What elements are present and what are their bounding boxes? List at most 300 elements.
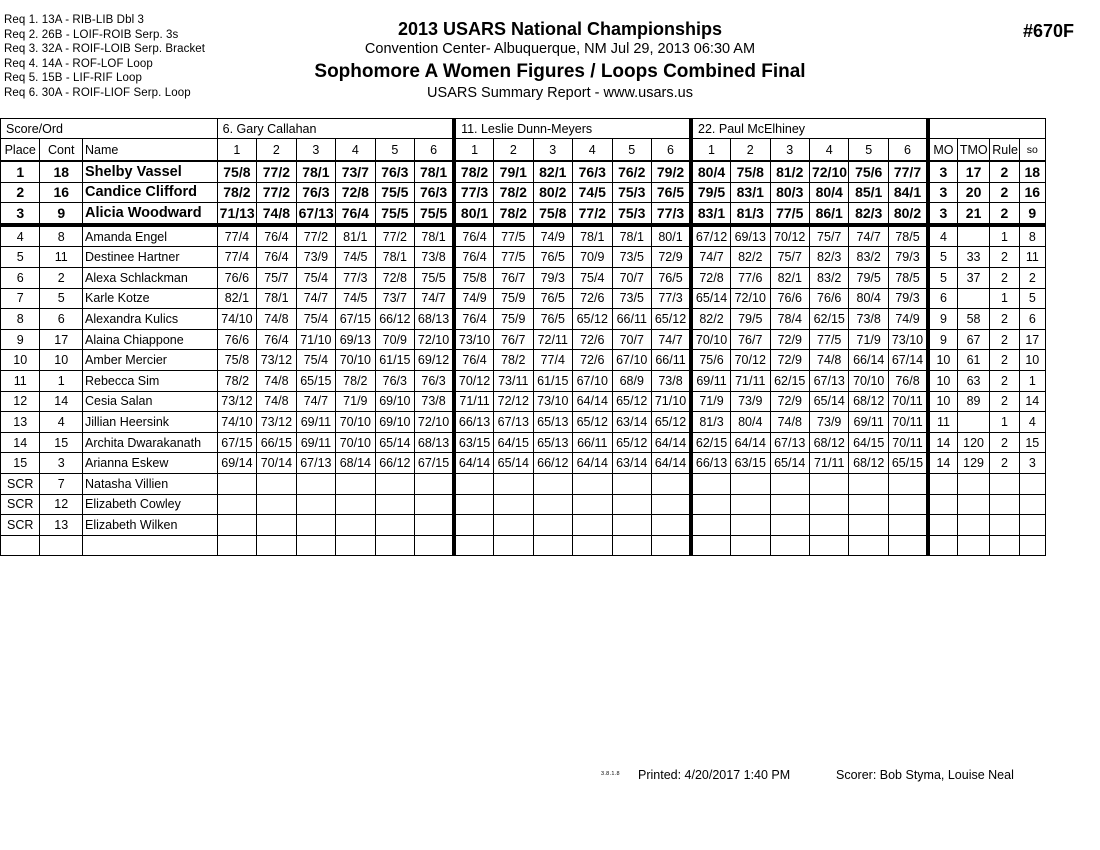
cell-judge2-pass6 bbox=[651, 515, 691, 536]
cell-judge1-pass6: 68/13 bbox=[415, 432, 454, 453]
col-header-judge2-pass6: 6 bbox=[651, 139, 691, 162]
cell-judge1-pass6: 73/8 bbox=[415, 391, 454, 412]
cell-judge2-pass5: 73/5 bbox=[612, 288, 651, 309]
cell-judge1-pass2: 77/2 bbox=[257, 161, 296, 182]
cell-judge2-pass5: 75/3 bbox=[612, 182, 651, 203]
cell-cont: 16 bbox=[40, 182, 83, 203]
cell-judge1-pass6 bbox=[415, 494, 454, 515]
cell-judge3-pass2: 81/3 bbox=[731, 203, 770, 225]
cell-rule bbox=[990, 494, 1019, 515]
cell-judge1-pass5: 75/5 bbox=[375, 182, 414, 203]
cell-judge3-pass1: 67/12 bbox=[691, 225, 730, 247]
cell-judge1-pass6: 67/15 bbox=[415, 453, 454, 474]
cell-judge2-pass3: 72/11 bbox=[533, 329, 572, 350]
cell-judge2-pass4 bbox=[573, 515, 612, 536]
filler-cell bbox=[888, 535, 928, 556]
cell-judge3-pass6: 79/3 bbox=[888, 288, 928, 309]
cell-judge3-pass1: 81/3 bbox=[691, 412, 730, 433]
cell-judge2-pass1: 76/4 bbox=[454, 309, 493, 330]
table-row[interactable] bbox=[1, 432, 1046, 453]
cell-judge3-pass4: 72/10 bbox=[809, 161, 848, 182]
cell-judge1-pass2: 76/4 bbox=[257, 329, 296, 350]
cell-name: Elizabeth Cowley bbox=[83, 494, 218, 515]
cell-rule: 2 bbox=[990, 329, 1019, 350]
cell-judge3-pass6: 70/11 bbox=[888, 412, 928, 433]
col-header-mo: MO bbox=[928, 139, 957, 162]
cell-judge2-pass5: 66/11 bbox=[612, 309, 651, 330]
table-row[interactable] bbox=[1, 391, 1046, 412]
cell-judge1-pass4: 70/10 bbox=[336, 432, 375, 453]
cell-judge1-pass1: 76/6 bbox=[217, 267, 256, 288]
cell-judge2-pass3: 66/12 bbox=[533, 453, 572, 474]
cell-judge3-pass3: 74/8 bbox=[770, 412, 809, 433]
cell-judge1-pass5 bbox=[375, 515, 414, 536]
cell-judge2-pass2: 77/5 bbox=[494, 247, 533, 268]
table-row[interactable] bbox=[1, 515, 1046, 536]
cell-judge3-pass5: 66/14 bbox=[849, 350, 888, 371]
cell-mo: 10 bbox=[928, 370, 957, 391]
cell-judge3-pass1: 62/15 bbox=[691, 432, 730, 453]
cell-judge3-pass6 bbox=[888, 473, 928, 494]
filler-cell bbox=[731, 535, 770, 556]
filler-cell bbox=[217, 535, 256, 556]
cell-judge1-pass4: 74/5 bbox=[336, 247, 375, 268]
judge-header-2: 11. Leslie Dunn-Meyers bbox=[454, 119, 691, 139]
cell-judge2-pass3: 80/2 bbox=[533, 182, 572, 203]
cell-cont: 9 bbox=[40, 203, 83, 225]
cell-judge2-pass4: 72/6 bbox=[573, 288, 612, 309]
cell-name: Amanda Engel bbox=[83, 225, 218, 247]
results-table bbox=[0, 118, 1046, 556]
table-row[interactable] bbox=[1, 182, 1046, 203]
cell-judge1-pass4: 76/4 bbox=[336, 203, 375, 225]
cell-judge1-pass3: 75/4 bbox=[296, 350, 335, 371]
cell-judge1-pass1: 75/8 bbox=[217, 350, 256, 371]
cell-judge1-pass2: 76/4 bbox=[257, 247, 296, 268]
cell-judge3-pass3: 67/13 bbox=[770, 432, 809, 453]
scorer-credits: Scorer: Bob Styma, Louise Neal bbox=[836, 768, 1014, 782]
cell-name: Natasha Villien bbox=[83, 473, 218, 494]
cell-judge1-pass5: 70/9 bbox=[375, 329, 414, 350]
cell-tmo: 17 bbox=[957, 161, 989, 182]
cell-judge2-pass5: 67/10 bbox=[612, 350, 651, 371]
filler-cell bbox=[651, 535, 691, 556]
cell-judge1-pass1: 73/12 bbox=[217, 391, 256, 412]
cell-cont: 5 bbox=[40, 288, 83, 309]
cell-judge1-pass5: 76/3 bbox=[375, 161, 414, 182]
cell-cont: 7 bbox=[40, 473, 83, 494]
cell-mo: 9 bbox=[928, 329, 957, 350]
cell-judge3-pass6: 77/7 bbox=[888, 161, 928, 182]
col-header-judge2-pass2: 2 bbox=[494, 139, 533, 162]
cell-judge3-pass3: 65/14 bbox=[770, 453, 809, 474]
table-row[interactable] bbox=[1, 309, 1046, 330]
cell-judge1-pass5: 72/8 bbox=[375, 267, 414, 288]
cell-mo bbox=[928, 473, 957, 494]
cell-name: Archita Dwarakanath bbox=[83, 432, 218, 453]
cell-so bbox=[1019, 515, 1045, 536]
cell-so: 3 bbox=[1019, 453, 1045, 474]
cell-judge1-pass6: 76/3 bbox=[415, 370, 454, 391]
cell-judge2-pass3: 73/10 bbox=[533, 391, 572, 412]
col-header-judge3-pass6: 6 bbox=[888, 139, 928, 162]
cell-judge3-pass3: 62/15 bbox=[770, 370, 809, 391]
cell-mo: 10 bbox=[928, 350, 957, 371]
table-row[interactable] bbox=[1, 350, 1046, 371]
cell-judge1-pass2: 74/8 bbox=[257, 391, 296, 412]
cell-judge2-pass4: 66/11 bbox=[573, 432, 612, 453]
cell-judge3-pass2: 77/6 bbox=[731, 267, 770, 288]
col-header-judge1-pass5: 5 bbox=[375, 139, 414, 162]
cell-judge3-pass1: 79/5 bbox=[691, 182, 730, 203]
table-row[interactable] bbox=[1, 412, 1046, 433]
event-title: Sophomore A Women Figures / Loops Combined Final bbox=[314, 61, 806, 82]
cell-judge3-pass5: 80/4 bbox=[849, 288, 888, 309]
cell-place: 10 bbox=[1, 350, 40, 371]
cell-judge3-pass1: 71/9 bbox=[691, 391, 730, 412]
cell-judge2-pass6: 72/9 bbox=[651, 247, 691, 268]
cell-judge3-pass6: 74/9 bbox=[888, 309, 928, 330]
cell-judge2-pass5: 76/2 bbox=[612, 161, 651, 182]
filler-cell bbox=[494, 535, 533, 556]
cell-judge1-pass1: 78/2 bbox=[217, 182, 256, 203]
cell-judge1-pass1: 71/13 bbox=[217, 203, 256, 225]
filler-cell bbox=[296, 535, 335, 556]
cell-judge3-pass5: 68/12 bbox=[849, 391, 888, 412]
cell-name: Shelby Vassel bbox=[83, 161, 218, 182]
cell-mo bbox=[928, 494, 957, 515]
cell-judge2-pass2: 77/5 bbox=[494, 225, 533, 247]
cell-judge2-pass2: 78/2 bbox=[494, 350, 533, 371]
requirements-list bbox=[4, 13, 205, 101]
cell-judge3-pass2: 79/5 bbox=[731, 309, 770, 330]
cell-judge3-pass5: 83/2 bbox=[849, 247, 888, 268]
requirement-item: Req 4. 14A - ROF-LOF Loop bbox=[4, 57, 153, 70]
cell-judge1-pass3: 69/11 bbox=[296, 412, 335, 433]
cell-judge2-pass2: 72/12 bbox=[494, 391, 533, 412]
cell-judge2-pass5: 73/5 bbox=[612, 247, 651, 268]
col-header-judge2-pass5: 5 bbox=[612, 139, 651, 162]
cell-place: 12 bbox=[1, 391, 40, 412]
cell-place: 1 bbox=[1, 161, 40, 182]
cell-name: Candice Clifford bbox=[83, 182, 218, 203]
cell-judge2-pass5: 78/1 bbox=[612, 225, 651, 247]
cell-judge3-pass2: 76/7 bbox=[731, 329, 770, 350]
filler-cell bbox=[1, 535, 40, 556]
cell-judge1-pass6 bbox=[415, 473, 454, 494]
col-header-judge3-pass3: 3 bbox=[770, 139, 809, 162]
cell-judge3-pass5: 79/5 bbox=[849, 267, 888, 288]
cell-cont: 14 bbox=[40, 391, 83, 412]
cell-rule: 1 bbox=[990, 412, 1019, 433]
cell-judge2-pass2 bbox=[494, 515, 533, 536]
cell-judge2-pass1: 64/14 bbox=[454, 453, 493, 474]
cell-judge1-pass4: 78/2 bbox=[336, 370, 375, 391]
cell-so: 6 bbox=[1019, 309, 1045, 330]
cell-judge2-pass3: 65/13 bbox=[533, 412, 572, 433]
cell-judge1-pass2: 73/12 bbox=[257, 350, 296, 371]
cell-judge1-pass6: 76/3 bbox=[415, 182, 454, 203]
cell-rule: 2 bbox=[990, 267, 1019, 288]
cell-cont: 17 bbox=[40, 329, 83, 350]
cell-judge2-pass5 bbox=[612, 494, 651, 515]
cell-mo: 14 bbox=[928, 432, 957, 453]
cell-cont: 6 bbox=[40, 309, 83, 330]
cell-judge3-pass3: 75/7 bbox=[770, 247, 809, 268]
col-header-rule: Rule bbox=[990, 139, 1019, 162]
table-row[interactable] bbox=[1, 247, 1046, 268]
cell-place: 4 bbox=[1, 225, 40, 247]
cell-judge3-pass4: 73/9 bbox=[809, 412, 848, 433]
cell-rule: 2 bbox=[990, 350, 1019, 371]
cell-judge3-pass3: 77/5 bbox=[770, 203, 809, 225]
cell-judge3-pass6: 84/1 bbox=[888, 182, 928, 203]
cell-place: 13 bbox=[1, 412, 40, 433]
cell-mo: 11 bbox=[928, 412, 957, 433]
filler-cell bbox=[990, 535, 1019, 556]
cell-judge3-pass6: 80/2 bbox=[888, 203, 928, 225]
cell-judge3-pass3: 81/2 bbox=[770, 161, 809, 182]
cell-judge1-pass6: 68/13 bbox=[415, 309, 454, 330]
cell-tmo bbox=[957, 515, 989, 536]
cell-judge2-pass3: 75/8 bbox=[533, 203, 572, 225]
filler-cell bbox=[533, 535, 572, 556]
cell-judge1-pass6: 69/12 bbox=[415, 350, 454, 371]
cell-judge2-pass6 bbox=[651, 494, 691, 515]
cell-judge3-pass6: 78/5 bbox=[888, 225, 928, 247]
cell-judge3-pass1: 66/13 bbox=[691, 453, 730, 474]
cell-judge2-pass1: 71/11 bbox=[454, 391, 493, 412]
cell-tmo: 58 bbox=[957, 309, 989, 330]
table-row[interactable] bbox=[1, 453, 1046, 474]
cell-judge1-pass3: 67/13 bbox=[296, 453, 335, 474]
judge-band-row bbox=[1, 119, 1046, 139]
col-header-judge1-pass3: 3 bbox=[296, 139, 335, 162]
cell-place: 3 bbox=[1, 203, 40, 225]
cell-judge3-pass3: 70/12 bbox=[770, 225, 809, 247]
cell-judge2-pass4: 74/5 bbox=[573, 182, 612, 203]
cell-judge3-pass2: 73/9 bbox=[731, 391, 770, 412]
cell-judge3-pass1: 75/6 bbox=[691, 350, 730, 371]
cell-so: 17 bbox=[1019, 329, 1045, 350]
filler-cell bbox=[375, 535, 414, 556]
cell-rule bbox=[990, 473, 1019, 494]
cell-tmo bbox=[957, 412, 989, 433]
cell-judge2-pass4: 64/14 bbox=[573, 453, 612, 474]
cell-judge1-pass1: 74/10 bbox=[217, 309, 256, 330]
cell-place: 9 bbox=[1, 329, 40, 350]
cell-judge2-pass1 bbox=[454, 515, 493, 536]
title-block bbox=[250, 18, 870, 103]
cell-cont: 10 bbox=[40, 350, 83, 371]
cell-judge2-pass1: 76/4 bbox=[454, 247, 493, 268]
cell-judge2-pass2: 65/14 bbox=[494, 453, 533, 474]
filler-cell bbox=[454, 535, 493, 556]
cell-judge1-pass5: 75/5 bbox=[375, 203, 414, 225]
cell-judge2-pass6: 79/2 bbox=[651, 161, 691, 182]
cell-judge2-pass6: 77/3 bbox=[651, 203, 691, 225]
cell-judge3-pass1 bbox=[691, 515, 730, 536]
cell-name: Arianna Eskew bbox=[83, 453, 218, 474]
cell-judge3-pass1: 83/1 bbox=[691, 203, 730, 225]
cell-judge3-pass4: 77/5 bbox=[809, 329, 848, 350]
cell-judge1-pass3 bbox=[296, 515, 335, 536]
cell-so: 10 bbox=[1019, 350, 1045, 371]
cell-judge1-pass1 bbox=[217, 515, 256, 536]
cell-tmo: 120 bbox=[957, 432, 989, 453]
cell-judge1-pass1 bbox=[217, 494, 256, 515]
cell-judge1-pass4: 72/8 bbox=[336, 182, 375, 203]
cell-judge2-pass1: 73/10 bbox=[454, 329, 493, 350]
cell-tmo: 20 bbox=[957, 182, 989, 203]
cell-judge1-pass3: 74/7 bbox=[296, 391, 335, 412]
table-row[interactable] bbox=[1, 494, 1046, 515]
filler-cell bbox=[612, 535, 651, 556]
cell-judge2-pass6: 65/12 bbox=[651, 412, 691, 433]
cell-judge1-pass2: 75/7 bbox=[257, 267, 296, 288]
cell-judge3-pass2 bbox=[731, 515, 770, 536]
cell-judge3-pass1: 65/14 bbox=[691, 288, 730, 309]
cell-cont: 18 bbox=[40, 161, 83, 182]
cell-so: 15 bbox=[1019, 432, 1045, 453]
cell-judge1-pass2: 70/14 bbox=[257, 453, 296, 474]
cell-name: Alexandra Kulics bbox=[83, 309, 218, 330]
cell-cont: 3 bbox=[40, 453, 83, 474]
cell-judge1-pass1: 76/6 bbox=[217, 329, 256, 350]
cell-judge1-pass4 bbox=[336, 494, 375, 515]
cell-judge1-pass4: 67/15 bbox=[336, 309, 375, 330]
table-row[interactable] bbox=[1, 288, 1046, 309]
cell-judge1-pass6: 75/5 bbox=[415, 203, 454, 225]
table-row[interactable] bbox=[1, 473, 1046, 494]
col-header-judge2-pass4: 4 bbox=[573, 139, 612, 162]
cell-judge1-pass5: 73/7 bbox=[375, 288, 414, 309]
cell-judge1-pass3: 69/11 bbox=[296, 432, 335, 453]
cell-judge2-pass2: 78/2 bbox=[494, 182, 533, 203]
col-header-judge2-pass3: 3 bbox=[533, 139, 572, 162]
cell-so: 14 bbox=[1019, 391, 1045, 412]
cell-rule: 1 bbox=[990, 225, 1019, 247]
cell-judge2-pass4: 65/12 bbox=[573, 309, 612, 330]
printed-timestamp: Printed: 4/20/2017 1:40 PM bbox=[638, 768, 791, 782]
cell-tmo: 21 bbox=[957, 203, 989, 225]
cell-judge1-pass6: 75/5 bbox=[415, 267, 454, 288]
cell-judge2-pass1: 63/15 bbox=[454, 432, 493, 453]
cell-judge2-pass1: 70/12 bbox=[454, 370, 493, 391]
cell-judge1-pass1: 82/1 bbox=[217, 288, 256, 309]
cell-judge3-pass1: 82/2 bbox=[691, 309, 730, 330]
cell-judge3-pass4: 76/6 bbox=[809, 288, 848, 309]
cell-judge2-pass6: 65/12 bbox=[651, 309, 691, 330]
cell-judge3-pass3 bbox=[770, 494, 809, 515]
cell-judge1-pass4 bbox=[336, 473, 375, 494]
cell-judge2-pass6: 76/5 bbox=[651, 182, 691, 203]
cell-mo: 5 bbox=[928, 247, 957, 268]
cell-judge3-pass1: 74/7 bbox=[691, 247, 730, 268]
cell-judge2-pass3: 74/9 bbox=[533, 225, 572, 247]
cell-place: 7 bbox=[1, 288, 40, 309]
filler-cell bbox=[40, 535, 83, 556]
cell-judge2-pass1: 75/8 bbox=[454, 267, 493, 288]
table-row[interactable] bbox=[1, 370, 1046, 391]
table-filler-row bbox=[1, 535, 1046, 556]
cell-judge3-pass6 bbox=[888, 494, 928, 515]
cell-judge3-pass2: 72/10 bbox=[731, 288, 770, 309]
cell-place: 5 bbox=[1, 247, 40, 268]
col-header-judge1-pass6: 6 bbox=[415, 139, 454, 162]
cell-judge3-pass2: 82/2 bbox=[731, 247, 770, 268]
filler-cell bbox=[849, 535, 888, 556]
requirement-item: Req 1. 13A - RIB-LIB Dbl 3 bbox=[4, 14, 145, 26]
cell-judge2-pass3 bbox=[533, 494, 572, 515]
cell-judge3-pass2: 64/14 bbox=[731, 432, 770, 453]
cell-rule: 2 bbox=[990, 161, 1019, 182]
cell-judge3-pass5: 85/1 bbox=[849, 182, 888, 203]
cell-tmo: 129 bbox=[957, 453, 989, 474]
table-row[interactable] bbox=[1, 329, 1046, 350]
cell-judge3-pass2: 80/4 bbox=[731, 412, 770, 433]
cell-judge3-pass3: 78/4 bbox=[770, 309, 809, 330]
cell-rule: 1 bbox=[990, 288, 1019, 309]
cell-judge3-pass4: 68/12 bbox=[809, 432, 848, 453]
cell-judge2-pass4: 76/3 bbox=[573, 161, 612, 182]
cell-name: Alexa Schlackman bbox=[83, 267, 218, 288]
cell-name: Alaina Chiappone bbox=[83, 329, 218, 350]
cell-judge2-pass1 bbox=[454, 494, 493, 515]
cell-judge1-pass6 bbox=[415, 515, 454, 536]
cell-judge3-pass2: 70/12 bbox=[731, 350, 770, 371]
cell-judge3-pass4: 82/3 bbox=[809, 247, 848, 268]
cell-so: 4 bbox=[1019, 412, 1045, 433]
filler-cell bbox=[573, 535, 612, 556]
cell-judge1-pass5: 66/12 bbox=[375, 453, 414, 474]
cell-judge1-pass3: 74/7 bbox=[296, 288, 335, 309]
cell-rule: 2 bbox=[990, 203, 1019, 225]
cell-cont: 8 bbox=[40, 225, 83, 247]
cell-judge3-pass5 bbox=[849, 494, 888, 515]
cell-judge1-pass3: 77/2 bbox=[296, 225, 335, 247]
cell-judge2-pass2: 75/9 bbox=[494, 309, 533, 330]
cell-judge3-pass6 bbox=[888, 515, 928, 536]
col-header-place: Place bbox=[1, 139, 40, 162]
cell-rule: 2 bbox=[990, 453, 1019, 474]
cell-tmo: 67 bbox=[957, 329, 989, 350]
cell-judge3-pass5: 82/3 bbox=[849, 203, 888, 225]
table-row[interactable] bbox=[1, 225, 1046, 247]
cell-name: Destinee Hartner bbox=[83, 247, 218, 268]
cell-mo: 5 bbox=[928, 267, 957, 288]
cell-judge1-pass5: 69/10 bbox=[375, 412, 414, 433]
col-header-judge3-pass2: 2 bbox=[731, 139, 770, 162]
table-row[interactable] bbox=[1, 267, 1046, 288]
cell-place: SCR bbox=[1, 473, 40, 494]
cell-judge1-pass1: 67/15 bbox=[217, 432, 256, 453]
cell-mo: 9 bbox=[928, 309, 957, 330]
cell-cont: 11 bbox=[40, 247, 83, 268]
cell-judge1-pass3: 67/13 bbox=[296, 203, 335, 225]
cell-judge2-pass4: 72/6 bbox=[573, 329, 612, 350]
cell-judge1-pass2: 74/8 bbox=[257, 203, 296, 225]
filler-cell bbox=[83, 535, 218, 556]
cell-judge1-pass4: 73/7 bbox=[336, 161, 375, 182]
table-row[interactable] bbox=[1, 203, 1046, 225]
cell-judge2-pass3: 79/3 bbox=[533, 267, 572, 288]
table-row[interactable] bbox=[1, 161, 1046, 182]
cell-judge3-pass6: 67/14 bbox=[888, 350, 928, 371]
cell-judge2-pass1: 77/3 bbox=[454, 182, 493, 203]
judge-header-1: 6. Gary Callahan bbox=[217, 119, 454, 139]
cell-rule: 2 bbox=[990, 370, 1019, 391]
